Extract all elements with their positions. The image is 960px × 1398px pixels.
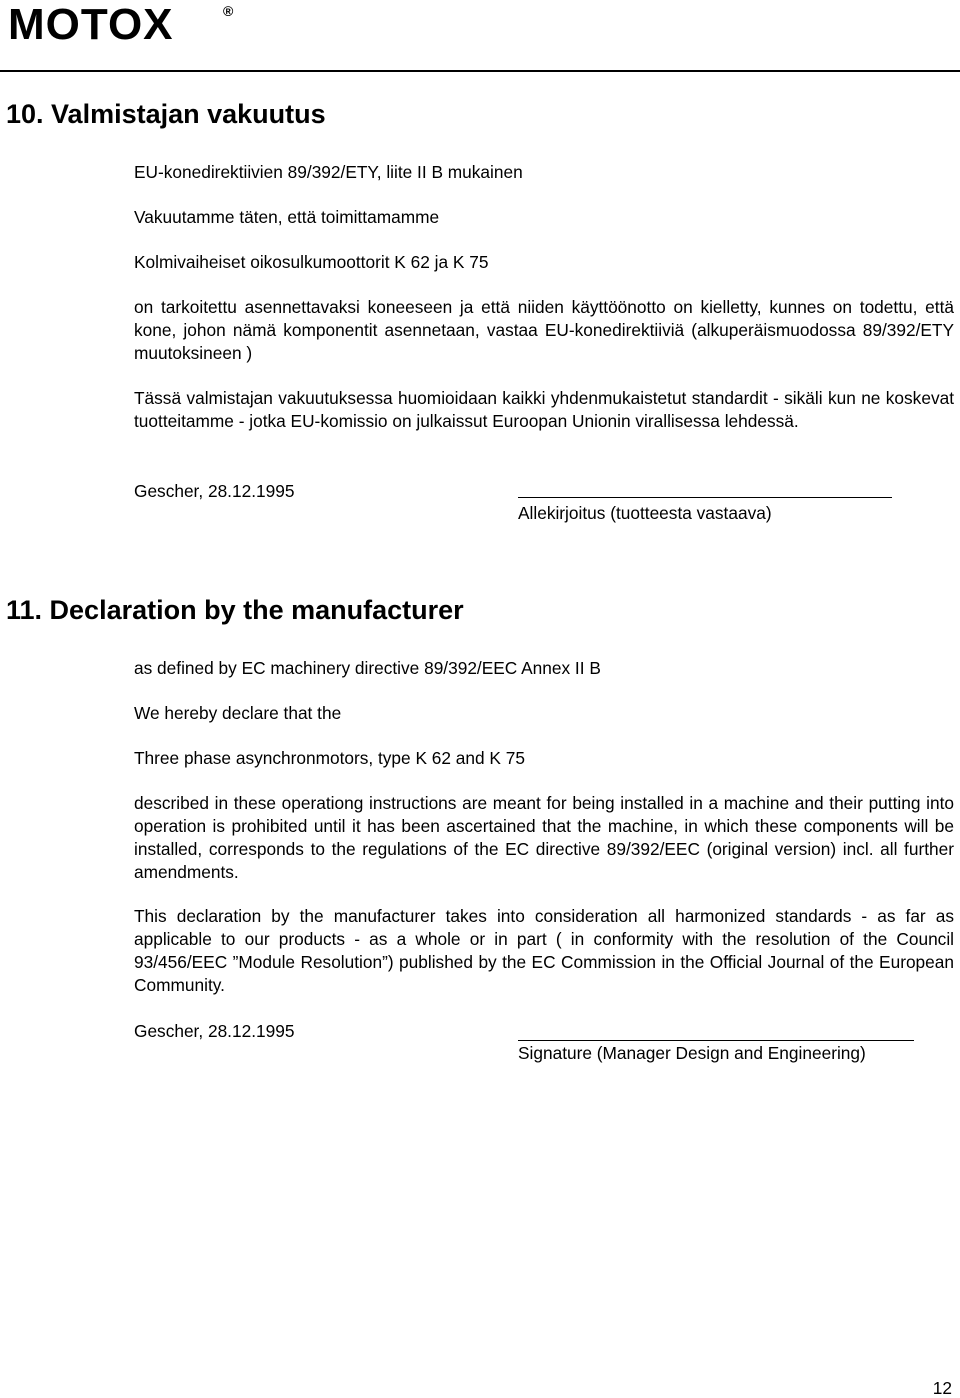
paragraph-fi-directive: EU-konedirektiivien 89/392/ETY, liite II B mukainen <box>134 162 523 182</box>
signature-line-en <box>518 1040 914 1041</box>
registered-mark: ® <box>223 3 234 19</box>
paragraph-en-declare: We hereby declare that the <box>134 703 342 723</box>
paragraph-en-product: Three phase asynchronmotors, type K 62 and K 75 <box>134 748 525 768</box>
signature-label-fi: Allekirjoitus (tuotteesta vastaava) <box>518 503 772 523</box>
paragraph-en-standards: This declaration by the manufacturer takes into consideration all harmonized standards - as far as applicable to our products - as a whole or in part ( in conformity with the resolution of the Council 93/456/EEC ”Module Resolution”) published by the EC Commission in the Official Journal of the European Community. <box>134 906 954 995</box>
page-number: 12 <box>932 1378 952 1398</box>
paragraph-fi-product: Kolmivaiheiset oikosulkumoottorit K 62 ja K 75 <box>134 252 489 272</box>
place-date-en: Gescher, 28.12.1995 <box>134 1021 295 1041</box>
place-date-fi: Gescher, 28.12.1995 <box>134 481 295 501</box>
paragraph-en-directive: as defined by EC machinery directive 89/392/EEC Annex II B <box>134 658 601 678</box>
signature-label-en: Signature (Manager Design and Engineering) <box>518 1043 866 1063</box>
logo-text: MOTOX <box>8 0 174 49</box>
paragraph-fi-declare: Vakuutamme täten, että toimittamamme <box>134 207 440 227</box>
signature-line-fi <box>518 497 892 498</box>
paragraph-en-installation: described in these operationg instructions are meant for being installed in a machine and their putting into operation is prohibited until it has been ascertained that the machine, in which these components will be installed, corresponds to the regulations of the EC directive 89/392/EEC (original version) incl. all further amendments. <box>134 793 954 882</box>
section-heading-en: 11. Declaration by the manufacturer <box>6 595 464 625</box>
section-heading-fi: 10. Valmistajan vakuutus <box>6 99 326 129</box>
header-divider <box>0 70 960 72</box>
paragraph-fi-installation: on tarkoitettu asennettavaksi koneeseen ja että niiden käyttöönotto on kielletty, kunnes on todettu, että kone, johon nämä komponentit asennetaan, vastaa EU-konedirektiiviä (alkuperäismuodossa 89/392/ETY muutoksineen ) <box>134 297 954 363</box>
paragraph-fi-standards: Tässä valmistajan vakuutuksessa huomioidaan kaikki yhdenmukaistetut standardit - sikäli kun ne koskevat tuotteitamme - jotka EU-komissio on julkaissut Euroopan Unionin virallisessa lehdessä. <box>134 388 954 431</box>
